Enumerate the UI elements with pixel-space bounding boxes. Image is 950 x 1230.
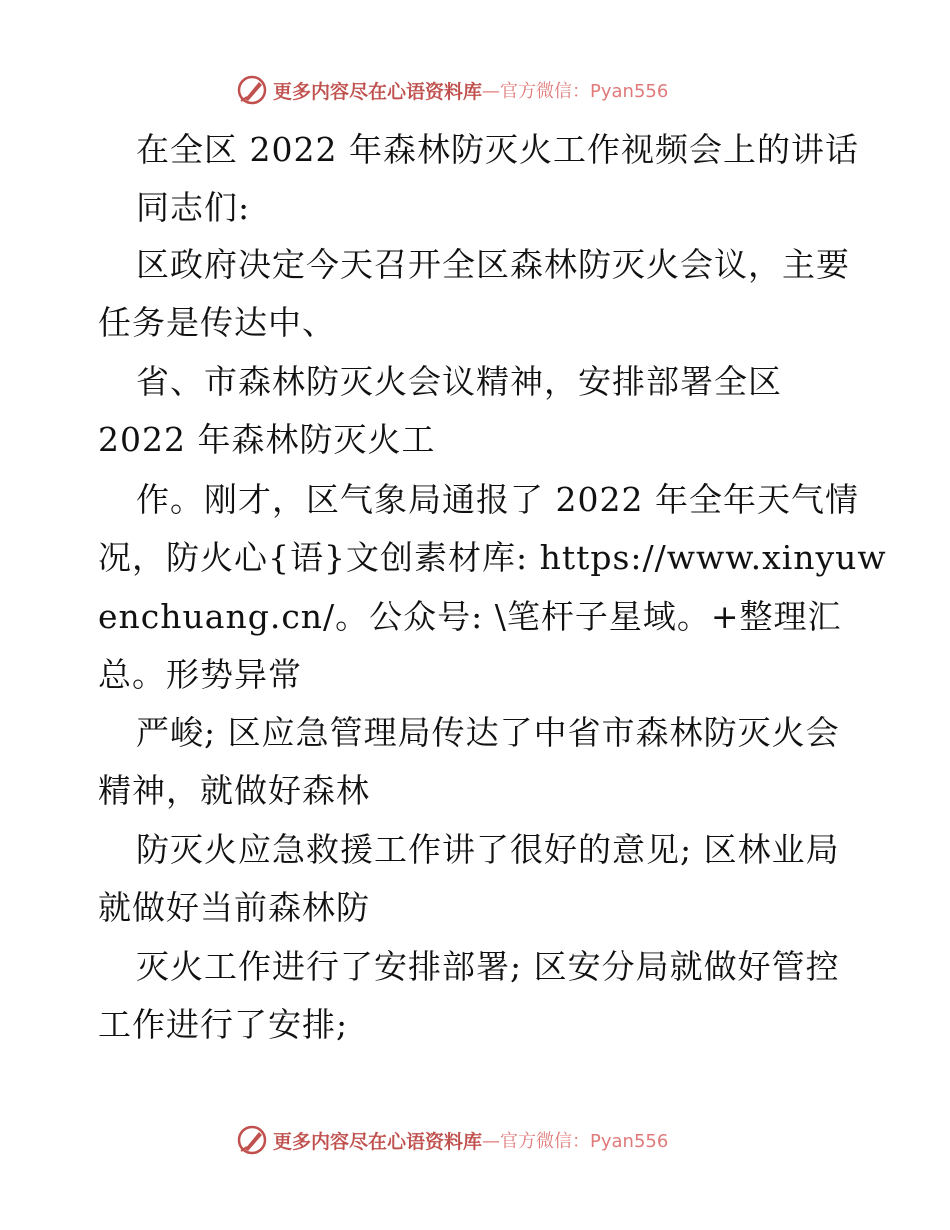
footer-watermark — [235, 1122, 668, 1158]
body-line: 工作进行了安排; — [98, 1005, 349, 1044]
body-line: 就做好当前森林防 — [98, 888, 370, 927]
feather-logo-icon — [235, 1123, 269, 1157]
salutation: 同志们: — [136, 188, 251, 227]
document-title: 在全区 2022 年森林防灭火工作视频会上的讲话 — [136, 130, 859, 169]
header-watermark — [235, 72, 668, 108]
body-line: enchuang.cn/。公众号: \笔杆子星域。+整理汇 — [98, 597, 842, 636]
body-line: 灭火工作进行了安排部署; 区安分局就做好管控 — [136, 947, 840, 986]
body-line: 精神，就做好森林 — [98, 771, 370, 810]
body-line: 严峻; 区应急管理局传达了中省市森林防灭火会 — [136, 713, 840, 752]
feather-logo-icon — [235, 73, 269, 107]
watermark-sub-text: —官方微信：Pyan556 — [482, 1131, 669, 1152]
body-line: 况，防火心{语}文创素材库: https://www.xinyuw — [98, 538, 887, 577]
body-line: 区政府决定今天召开全区森林防灭火会议，主要 — [136, 245, 850, 284]
body-line: 防灭火应急救援工作讲了很好的意见; 区林业局 — [136, 830, 840, 869]
watermark-main-text: 更多内容尽在心语资料库 — [273, 1130, 483, 1153]
watermark-main-text: 更多内容尽在心语资料库 — [273, 80, 483, 103]
body-line: 总。形势异常 — [98, 655, 302, 694]
body-line: 任务是传达中、 — [98, 303, 336, 342]
body-line: 作。刚才，区气象局通报了 2022 年全年天气情 — [136, 480, 859, 519]
watermark-sub-text: —官方微信：Pyan556 — [482, 81, 669, 102]
body-line: 省、市森林防灭火会议精神，安排部署全区 — [136, 362, 782, 401]
body-line: 2022 年森林防灭火工 — [98, 420, 436, 459]
